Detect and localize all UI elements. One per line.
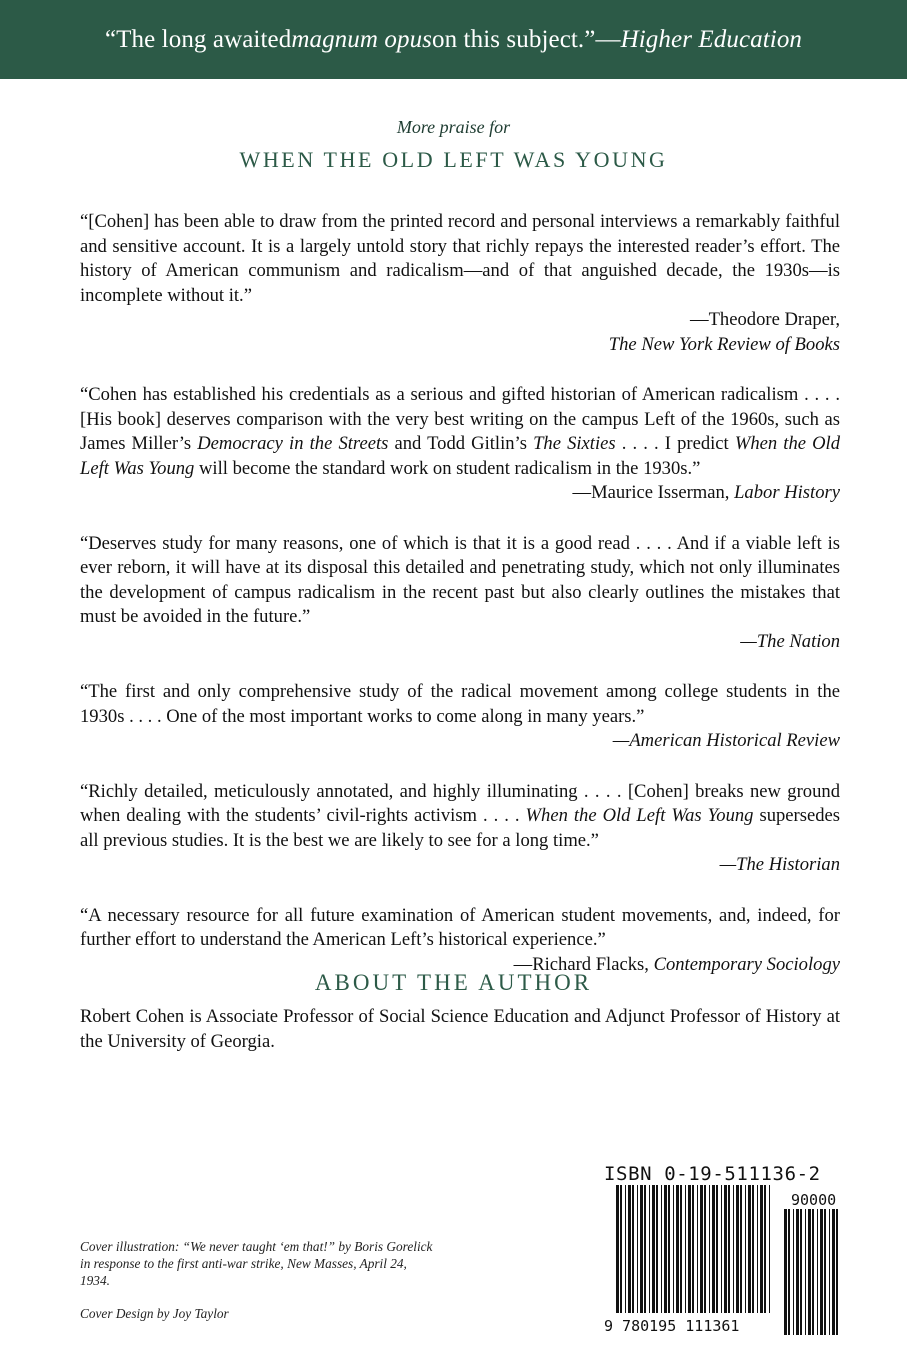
quote-text: “Deserves study for many reasons, one of which is that it is a good read . . . . And if a viable left is ever reborn, it will have at its disposal this detailed and penetrating study, which not only illuminates the development of campus radicalism in the recent past but also clearly outlines the mistakes that must be avoided in the future.” <box>80 532 840 627</box>
barcode-bar <box>812 1209 814 1335</box>
barcode-bar <box>700 1185 703 1313</box>
quote-title-ref: Democracy in the Streets <box>197 433 389 454</box>
quote-text: “[Cohen] has been able to draw from the printed record and personal interviews a remarkably faithful and sensitive account. It is a largely untold story that richly repays the interested reader’s effort. The history of American communism and radicalism—and of that anguished decade, the 1930s—is incomplete without it.” <box>80 211 840 306</box>
book-title: WHEN THE OLD LEFT WAS YOUNG <box>239 147 668 172</box>
barcode-bar <box>656 1185 658 1313</box>
barcode-bar <box>697 1185 698 1313</box>
barcode-bar <box>625 1185 626 1313</box>
barcode-bar <box>721 1185 722 1313</box>
quote-text <box>80 780 840 854</box>
barcode-ean-digits: 9 780195 111361 <box>604 1317 740 1335</box>
quote-ahr <box>80 680 840 754</box>
praise-quotes <box>80 210 840 1003</box>
attribution-name: —Maurice Isserman, <box>572 482 735 503</box>
barcode <box>598 1185 843 1335</box>
barcode-bar <box>760 1185 763 1313</box>
barcode-bar <box>728 1185 730 1313</box>
barcode-bar <box>673 1185 674 1313</box>
quote-title-ref: The Sixties <box>533 433 616 454</box>
barcode-bar <box>824 1209 826 1335</box>
barcode-bar <box>649 1185 650 1313</box>
attribution-source: Contemporary Sociology <box>653 953 840 975</box>
barcode-bar <box>793 1209 794 1335</box>
barcode-bar <box>620 1185 622 1313</box>
barcode-bar <box>644 1185 646 1313</box>
barcode-bar <box>836 1209 838 1335</box>
barcode-bar <box>637 1185 638 1313</box>
quote-text: “The first and only comprehensive study of the radical movement among college students in the 1930s . . . . One of the most important works to come along in many years.” <box>80 681 840 727</box>
barcode-bar <box>796 1209 799 1335</box>
barcode-bar <box>712 1185 715 1313</box>
isbn-label: ISBN 0-19-511136-2 <box>604 1163 821 1185</box>
quote-text-part: supersedes all previous studies. It is the best we are likely to see for a long time.” <box>80 805 841 851</box>
attribution-source: The New York Review of Books <box>608 333 840 355</box>
barcode-bar <box>800 1209 802 1335</box>
barcode-bar <box>788 1209 790 1335</box>
quote-attribution <box>80 308 840 357</box>
quote-attribution <box>80 630 840 655</box>
attribution-source: Labor History <box>734 482 840 503</box>
barcode-bar <box>757 1185 758 1313</box>
quote-attribution <box>80 729 840 754</box>
barcode-bar <box>632 1185 634 1313</box>
banner-quote-close: on this subject.”— <box>432 25 621 53</box>
barcode-bar <box>680 1185 682 1313</box>
cover-design-credit: Cover Design by Joy Taylor <box>80 1306 229 1321</box>
banner-source: Higher Education <box>620 25 803 53</box>
barcode-bar <box>748 1185 751 1313</box>
barcode-bar <box>740 1185 742 1313</box>
quote-draper <box>80 210 840 357</box>
quote-attribution <box>80 481 840 506</box>
barcode-bar <box>805 1209 806 1335</box>
barcode-bar <box>652 1185 655 1313</box>
barcode-addon-digits: 90000 <box>791 1191 837 1209</box>
barcode-bar <box>664 1185 667 1313</box>
barcode-bar <box>764 1185 766 1313</box>
cover-illustration-credit <box>80 1238 440 1289</box>
banner-quote-emphasis: magnum opus <box>291 25 432 53</box>
barcode-bar <box>688 1185 691 1313</box>
quote-isserman <box>80 383 840 506</box>
barcode-bar <box>832 1209 835 1335</box>
quote-text-part: “Richly detailed, meticulously annotated, and highly illuminating . . . . [Cohen] breaks new ground when dealing with the students’ civil-rights activism . . . . <box>80 780 840 826</box>
barcode-bar <box>724 1185 727 1313</box>
barcode-graphic <box>598 1185 843 1335</box>
attribution-name: —Theodore Draper, <box>689 309 840 330</box>
attribution-source: —American Historical Review <box>612 730 840 751</box>
barcode-bar <box>716 1185 718 1313</box>
barcode-bar <box>628 1185 631 1313</box>
quote-text-part: and Todd Gitlin’s <box>388 433 534 454</box>
quote-text <box>80 383 840 481</box>
barcode-bar <box>692 1185 694 1313</box>
praise-banner <box>0 0 907 79</box>
quote-nation <box>80 532 840 655</box>
barcode-bar <box>616 1185 619 1313</box>
quote-text-part: . . . . I predict <box>615 433 735 454</box>
quote-attribution <box>80 853 840 878</box>
barcode-bar <box>668 1185 670 1313</box>
about-author-text: Robert Cohen is Associate Professor of Social Science Education and Adjunct Professor of History at the University of Georgia. <box>80 1006 840 1052</box>
barcode-bar <box>752 1185 754 1313</box>
quote-title-ref: When the Old Left Was Young <box>525 805 754 826</box>
attribution-name: —Richard Flacks, <box>513 953 654 975</box>
barcode-bar <box>817 1209 818 1335</box>
about-author-heading: ABOUT THE AUTHOR <box>314 970 593 995</box>
attribution-source: —The Historian <box>719 854 840 875</box>
barcode-bar <box>829 1209 830 1335</box>
barcode-bar <box>704 1185 706 1313</box>
barcode-bar <box>745 1185 746 1313</box>
barcode-bar <box>640 1185 643 1313</box>
barcode-bar <box>769 1185 770 1313</box>
quote-title-ref: When the Old Left Was Young <box>80 433 840 479</box>
barcode-bar <box>709 1185 710 1313</box>
quote-text-part: “Cohen has established his credentials as a serious and gifted historian of American radicalism . . . . [His book] deserves comparison with the very best writing on the campus Left of the 1960s, such as James Miller’s <box>80 384 840 454</box>
barcode-bar <box>685 1185 686 1313</box>
more-praise-label: More praise for <box>396 117 511 137</box>
attribution-source: —The Nation <box>740 630 840 652</box>
quote-flacks <box>80 904 840 978</box>
barcode-bar <box>661 1185 662 1313</box>
barcode-bar <box>820 1209 823 1335</box>
banner-quote-open: “The long awaited <box>104 25 292 53</box>
barcode-bar <box>736 1185 739 1313</box>
quote-historian <box>80 780 840 878</box>
quote-text-part: will become the standard work on student radicalism in the 1930s.” <box>194 457 701 479</box>
barcode-bar <box>733 1185 734 1313</box>
barcode-bar <box>676 1185 679 1313</box>
quote-text: “A necessary resource for all future examination of American student movements, and, indeed, for further effort to understand the American Left’s historical experience.” <box>80 904 840 950</box>
barcode-bar <box>808 1209 811 1335</box>
illustration-credit-text: Cover illustration: “We never taught ‘em that!” by Boris Gorelick in response to the first anti-war strike, New Masses, April 24, 1934. <box>80 1239 433 1288</box>
barcode-bar <box>784 1209 787 1335</box>
